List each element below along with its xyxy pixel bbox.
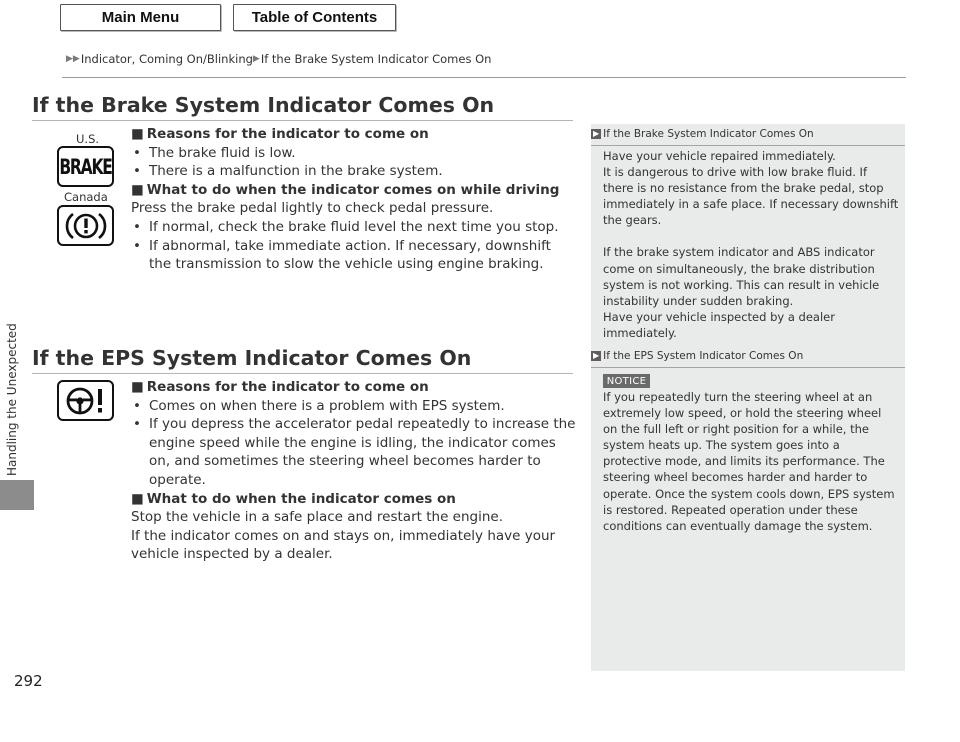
breadcrumb-arrow-icon: ▶▶: [66, 54, 80, 64]
region-label-us: U.S.: [76, 132, 100, 146]
eps-note-heading: ▶ If the EPS System Indicator Comes On: [593, 350, 804, 362]
note-paragraph: If you repeatedly turn the steering wheel at an extremely low speed, or hold the steering wheel on the full left or right position for a while, the system heats up. The system goes into a protective mode, and limits its performance. The steering wheel becomes harder and harder to operate. Once the system cools down, EPS system is restored. Repeated operation under these conditions can eventually damage the system.: [603, 390, 895, 533]
eps-what-to-do-paragraph: Stop the vehicle in a safe place and restart the engine.: [131, 509, 503, 526]
eps-reasons-heading: ■ Reasons for the indicator to come on: [131, 379, 429, 395]
list-item: • The brake fluid is low.: [133, 144, 296, 161]
brake-what-to-do-intro: Press the brake pedal lightly to check pedal pressure.: [131, 200, 494, 217]
main-menu-button[interactable]: Main Menu: [60, 4, 221, 31]
note-paragraph: It is dangerous to drive with low brake fluid. If there is no resistance from the brake pedal, stop immediately in a safe place. If necessary downshift the gears.: [603, 165, 899, 228]
note-arrow-icon: ▶: [593, 351, 600, 360]
brake-note-heading: ▶ If the Brake System Indicator Comes On: [593, 128, 814, 140]
square-bullet-icon: ■: [131, 379, 144, 395]
table-of-contents-button[interactable]: Table of Contents: [233, 4, 396, 31]
square-bullet-icon: ■: [131, 126, 144, 142]
note-divider: [591, 367, 905, 368]
brake-reasons-heading: ■ Reasons for the indicator to come on: [131, 126, 429, 142]
eps-what-to-do-paragraph: If the indicator comes on and stays on, immediately have your vehicle inspected by a dealer.: [131, 527, 556, 563]
note-divider: [591, 145, 905, 146]
brake-what-to-do-heading: ■ What to do when the indicator comes on while driving: [131, 181, 560, 198]
note-paragraph: Have your vehicle inspected by a dealer immediately.: [603, 309, 835, 340]
eps-section-title: If the EPS System Indicator Comes On: [32, 346, 472, 370]
brake-circle-exclamation-icon: [64, 210, 108, 242]
brake-note-body: [603, 148, 899, 341]
breadcrumb: [66, 52, 491, 66]
breadcrumb-arrow-icon: ▶: [252, 54, 260, 64]
notice-badge: NOTICE: [603, 374, 650, 388]
section-divider: [32, 120, 573, 121]
section-divider: [32, 373, 573, 374]
list-item: • There is a malfunction in the brake system.: [133, 163, 443, 180]
brake-icon-text: BRAKE: [59, 154, 112, 179]
note-paragraph: Have your vehicle repaired immediately.: [603, 149, 836, 163]
breadcrumb-item-brake[interactable]: If the Brake System Indicator Comes On: [260, 52, 492, 66]
breadcrumb-item-indicator[interactable]: Indicator, Coming On/Blinking: [80, 52, 253, 66]
list-item: • If normal, check the brake fluid level the next time you stop.: [133, 218, 559, 235]
note-arrow-icon: ▶: [593, 129, 600, 138]
brake-section-title: If the Brake System Indicator Comes On: [32, 93, 495, 117]
note-paragraph: If the brake system indicator and ABS indicator come on simultaneously, the brake distribution system is not working. This can result in vehicle instability under sudden braking.: [603, 245, 880, 308]
brake-indicator-icon: [57, 146, 114, 187]
list-item: • If abnormal, take immediate action. If necessary, downshift the transmission to slow the vehicle using engine braking.: [133, 237, 551, 273]
eps-indicator-icon: [57, 380, 114, 421]
side-tab-marker: [0, 480, 34, 510]
square-bullet-icon: ■: [131, 490, 144, 507]
brake-section-body: [131, 125, 576, 274]
region-label-canada: Canada: [64, 190, 108, 204]
eps-note-body: [603, 389, 899, 534]
list-item: • If you depress the accelerator pedal repeatedly to increase the engine speed while the engine is idling, the indicator comes on, and sometimes the steering wheel becomes harder to operate.: [133, 416, 576, 488]
page-number: 292: [14, 672, 43, 690]
brake-warning-icon: [57, 205, 114, 246]
eps-section-body: [131, 378, 576, 564]
steering-wheel-exclamation-icon: [63, 385, 109, 417]
header-divider: [62, 77, 906, 78]
square-bullet-icon: ■: [131, 181, 144, 198]
side-tab-label: Handling the Unexpected: [5, 323, 19, 476]
eps-what-to-do-heading: ■ What to do when the indicator comes on: [131, 490, 456, 507]
list-item: • Comes on when there is a problem with EPS system.: [133, 397, 505, 414]
